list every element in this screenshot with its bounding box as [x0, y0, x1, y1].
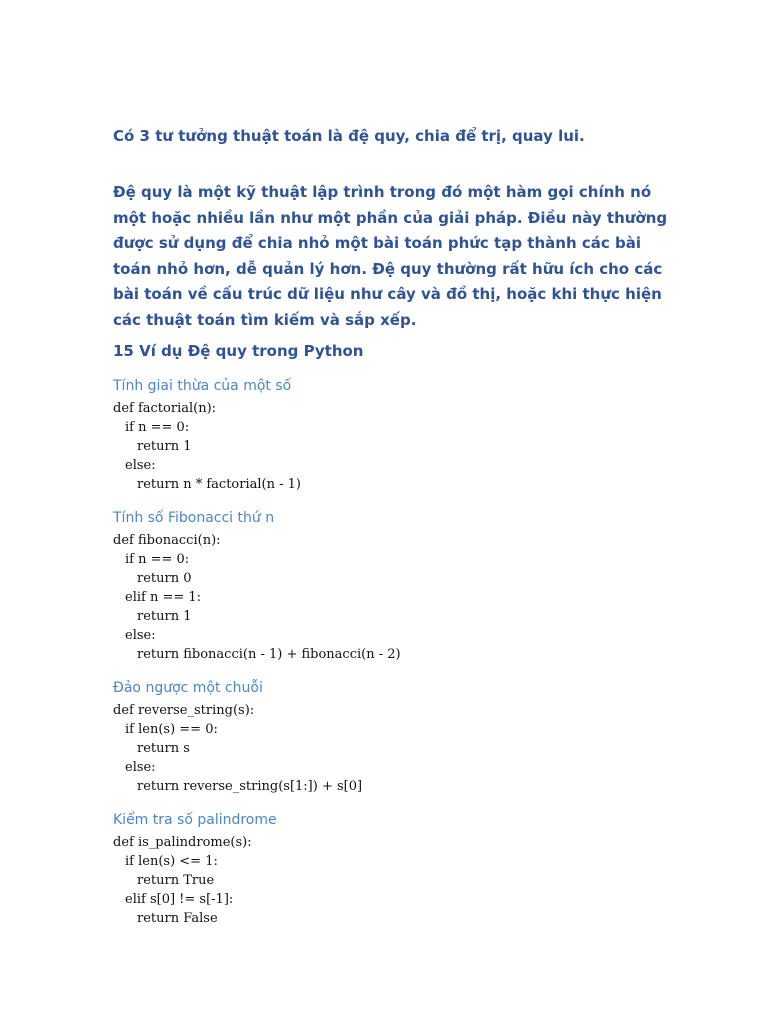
code-line: else: — [125, 458, 156, 473]
code-line: return 1 — [137, 439, 192, 454]
code-line: elif s[0] != s[-1]: — [125, 892, 234, 907]
code-line: return 1 — [137, 609, 192, 624]
code-line: return False — [137, 911, 218, 926]
code-line: if n == 0: — [125, 552, 190, 567]
example-title: Kiểm tra số palindrome — [113, 812, 277, 828]
code-line: if n == 0: — [125, 420, 190, 435]
code-line: def is_palindrome(s): — [113, 835, 252, 850]
code-line: def factorial(n): — [113, 401, 217, 416]
code-line: return 0 — [137, 571, 192, 586]
code-line: return s — [137, 741, 190, 756]
code-line: return reverse_string(s[1:]) + s[0] — [137, 779, 363, 794]
code-line: return fibonacci(n - 1) + fibonacci(n - 2) — [137, 647, 401, 662]
description-paragraph: Đệ quy là một kỹ thuật lập trình trong đó một hàm gọi chính nó một hoặc nhiều lần như một phần của giải pháp. Điều này thường được sử dụng để chia nhỏ một bài toán phức tạp thành các bài toán nhỏ hơn, dễ quản lý hơn. Đệ quy thường rất hữu ích cho các bài toán về cấu trúc dữ liệu như cây và đồ thị, hoặc khi thực hiện các thuật toán tìm kiếm và sắp xếp. — [113, 183, 668, 329]
example-palindrome — [113, 811, 673, 928]
code-line: return n * factorial(n - 1) — [137, 477, 301, 492]
code-line: if len(s) <= 1: — [125, 854, 218, 869]
code-line: if len(s) == 0: — [125, 722, 218, 737]
example-title: Đảo ngược một chuỗi — [113, 680, 263, 696]
example-reverse-string — [113, 679, 673, 796]
code-line: return True — [137, 873, 215, 888]
code-line: elif n == 1: — [125, 590, 202, 605]
example-fibonacci — [113, 509, 673, 664]
example-title: Tính giai thừa của một số — [113, 378, 292, 394]
code-line: else: — [125, 760, 156, 775]
code-line: def reverse_string(s): — [113, 703, 255, 718]
section-heading: 15 Ví dụ Đệ quy trong Python — [113, 342, 364, 360]
intro-paragraph: Có 3 tư tưởng thuật toán là đệ quy, chia để trị, quay lui. — [113, 127, 585, 145]
code-line: def fibonacci(n): — [113, 533, 221, 548]
code-line: else: — [125, 628, 156, 643]
example-title: Tính số Fibonacci thứ n — [113, 510, 275, 526]
example-factorial — [113, 377, 673, 494]
